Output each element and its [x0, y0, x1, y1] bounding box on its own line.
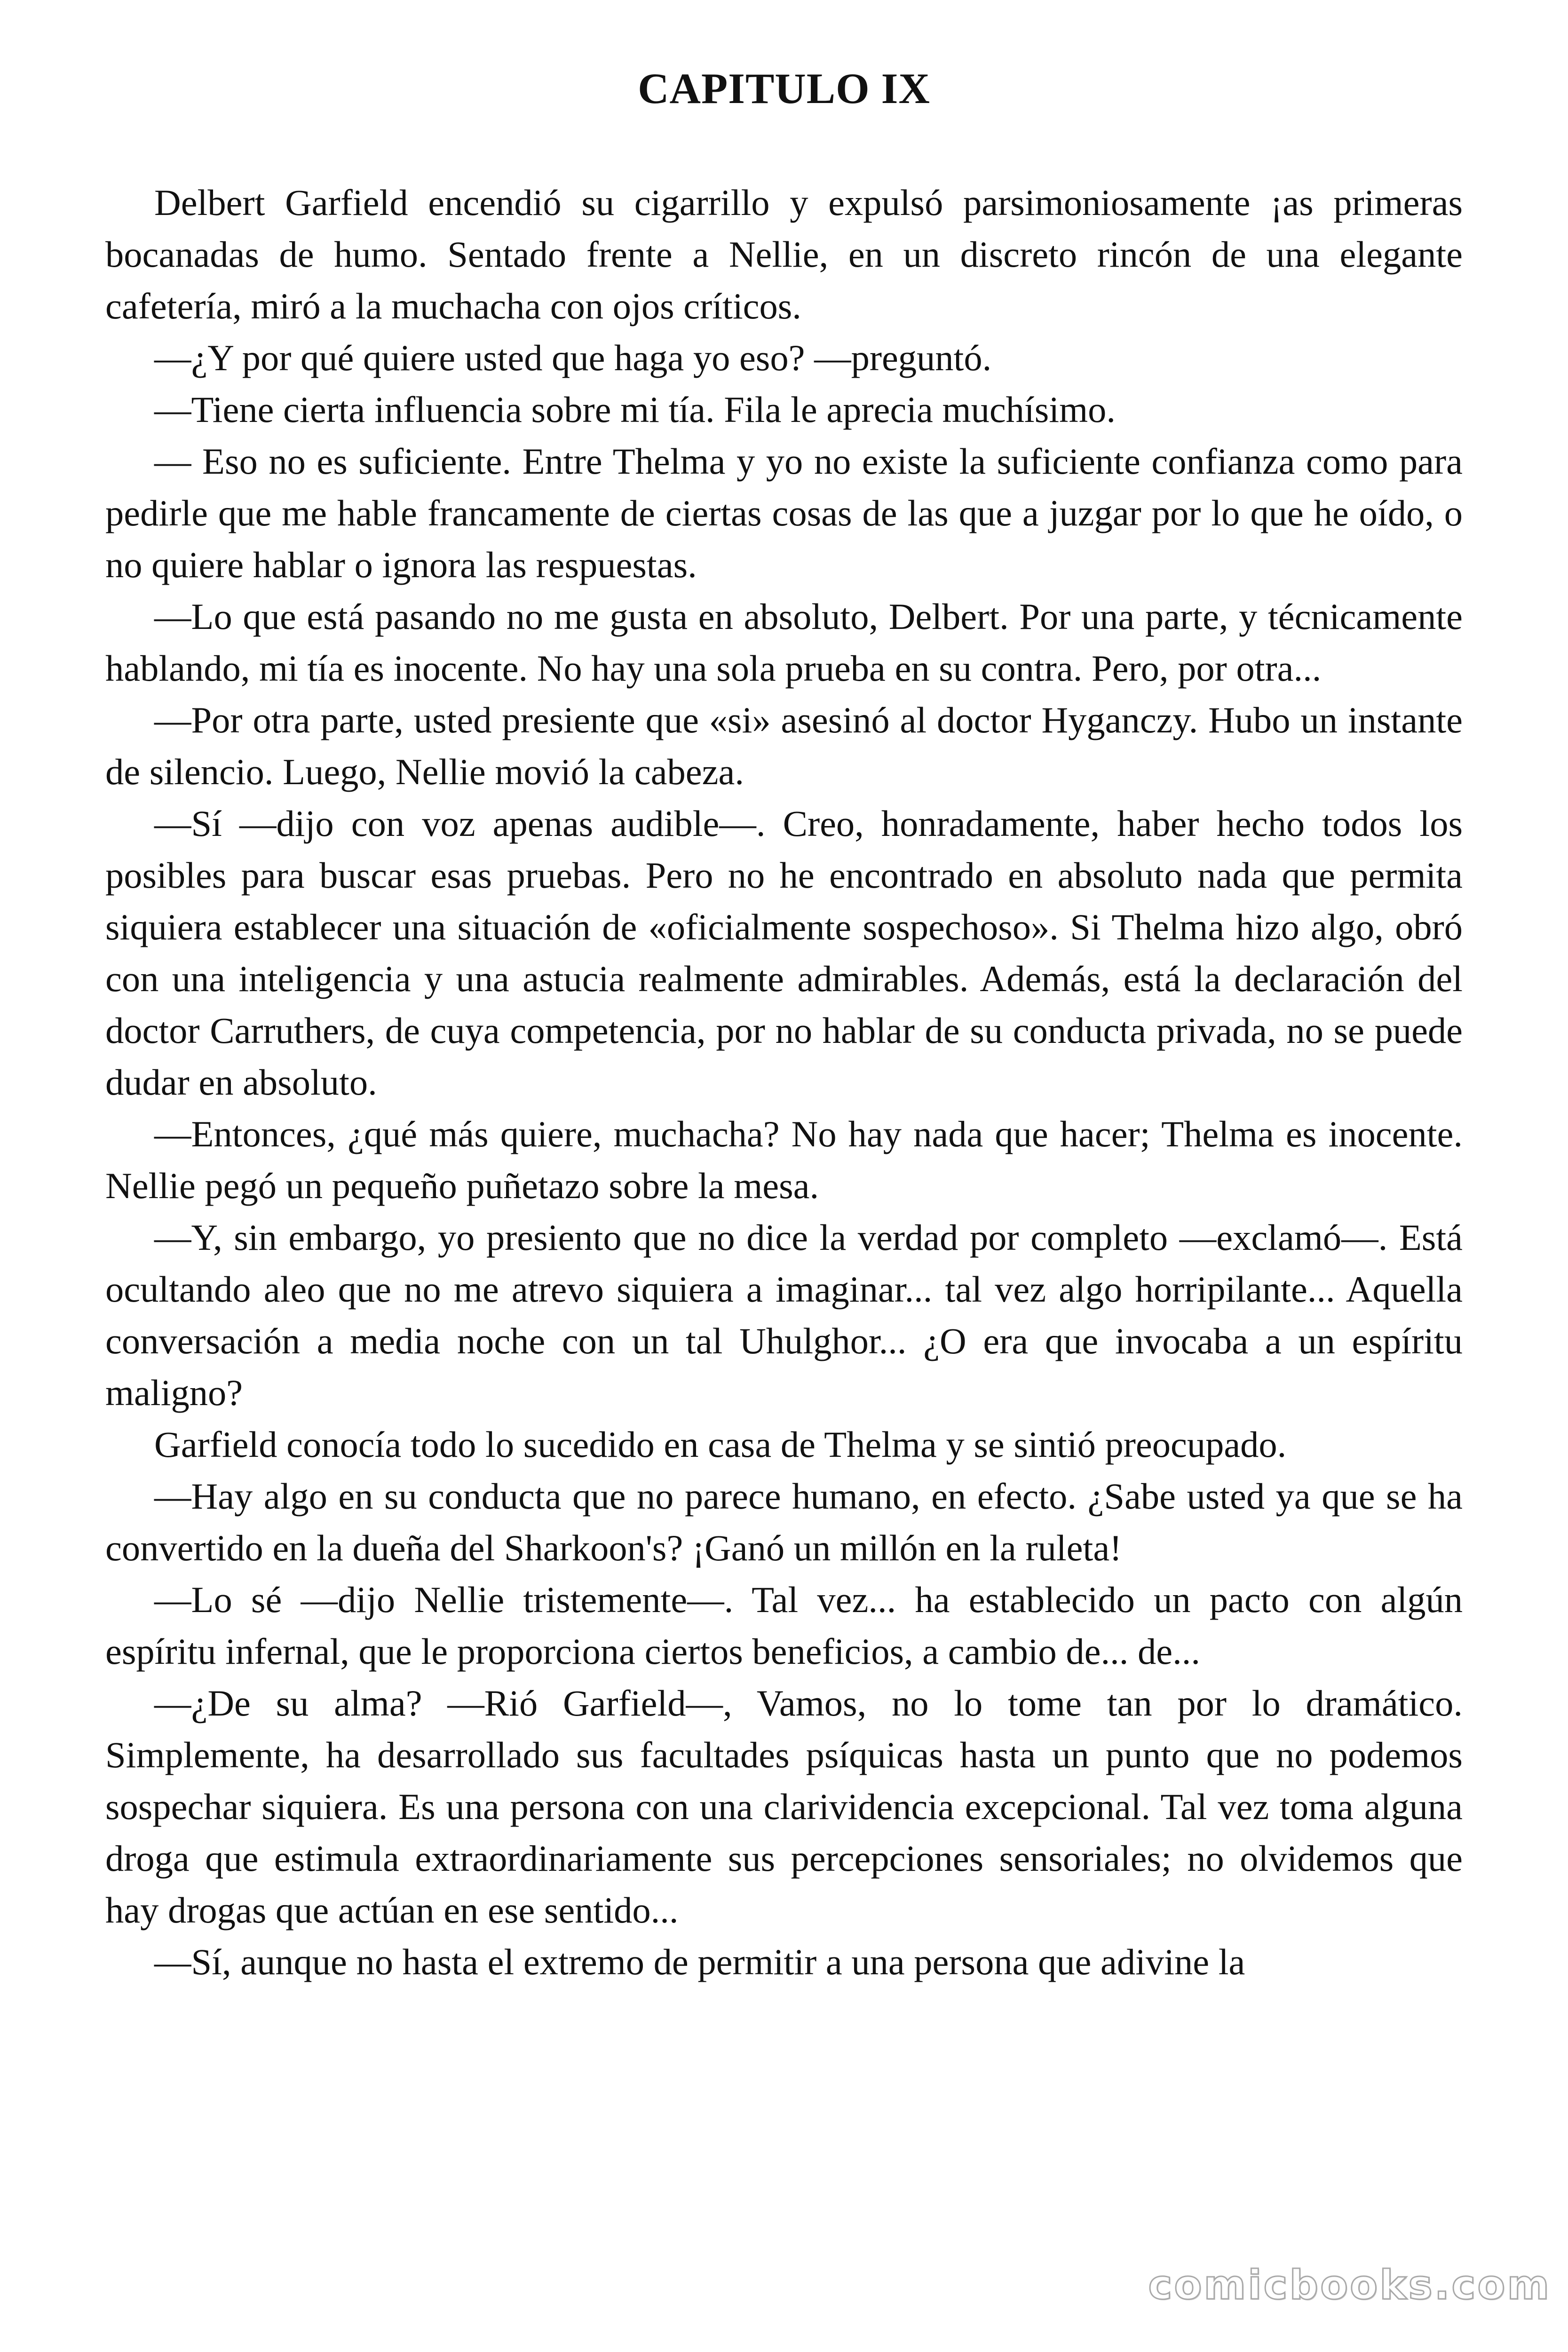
paragraph: Garfield conocía todo lo sucedido en casa de Thelma y se sintió preocupado. [154, 1424, 1287, 1465]
paragraph: Delbert Garfield encendió su cigarrillo y expulsó parsimoniosamente ¡as primeras bocanadas de humo. Sentado frente a Nellie, en un discreto rincón de una elegante cafetería, miró a la muchacha con ojos críticos. [105, 182, 1463, 326]
chapter-title: CAPITULO IX [638, 64, 930, 112]
paragraph: —¿De su alma? —Rió Garfield—, Vamos, no lo tome tan por lo dramático. Simplemente, ha desarrollado sus facultades psíquicas hasta un punto que no podemos sospechar siquiera. Es una persona con una clarividencia excepcional. Tal vez toma alguna droga que estimula extraordinariamente sus percepciones sensoriales; no olvidemos que hay drogas que actúan en ese sentido... [105, 1683, 1463, 1931]
watermark-text: comicbooks.com [1148, 2262, 1551, 2309]
paragraph: —Lo que está pasando no me gusta en absoluto, Delbert. Por una parte, y técnicamente hablando, mi tía es inocente. No hay una sola prueba en su contra. Pero, por otra... [105, 596, 1463, 689]
chapter-body [105, 177, 1463, 1988]
paragraph: —Entonces, ¿qué más quiere, muchacha? No hay nada que hacer; Thelma es inocente. Nellie pegó un pequeño puñetazo sobre la mesa. [105, 1113, 1463, 1206]
paragraph: —Sí, aunque no hasta el extremo de permitir a una persona que adivine la [154, 1941, 1245, 1982]
paragraph: —Hay algo en su conducta que no parece humano, en efecto. ¿Sabe usted ya que se ha convertido en la dueña del Sharkoon's? ¡Ganó un millón en la ruleta! [105, 1476, 1463, 1568]
paragraph: —Tiene cierta influencia sobre mi tía. Fila le aprecia muchísimo. [154, 389, 1116, 430]
paragraph: —Y, sin embargo, yo presiento que no dice la verdad por completo —exclamó—. Está ocultando aleo que no me atrevo siquiera a imaginar... tal vez algo horripilante... Aquella conversación a media noche con un tal Uhulghor... ¿O era que invocaba a un espíritu maligno? [105, 1217, 1463, 1413]
paragraph: —Por otra parte, usted presiente que «si» asesinó al doctor Hyganczy. Hubo un instante de silencio. Luego, Nellie movió la cabeza. [105, 699, 1463, 792]
paragraph: —¿Y por qué quiere usted que haga yo eso? —preguntó. [154, 337, 992, 378]
paragraph: — Eso no es suficiente. Entre Thelma y yo no existe la suficiente confianza como para pedirle que me hable francamente de ciertas cosas de las que a juzgar por lo que he oído, o no quiere hablar o ignora las respuestas. [105, 441, 1463, 585]
paragraph: —Sí —dijo con voz apenas audible—. Creo, honradamente, haber hecho todos los posibles para buscar esas pruebas. Pero no he encontrado en absoluto nada que permita siquiera establecer una situación de «oficialmente sospechoso». Si Thelma hizo algo, obró con una inteligencia y una astucia realmente admirables. Además, está la declaración del doctor Carruthers, de cuya competencia, por no hablar de su conducta privada, no se puede dudar en absoluto. [105, 803, 1463, 1103]
paragraph: —Lo sé —dijo Nellie tristemente—. Tal vez... ha establecido un pacto con algún espíritu infernal, que le proporciona ciertos beneficios, a cambio de... de... [105, 1579, 1463, 1672]
